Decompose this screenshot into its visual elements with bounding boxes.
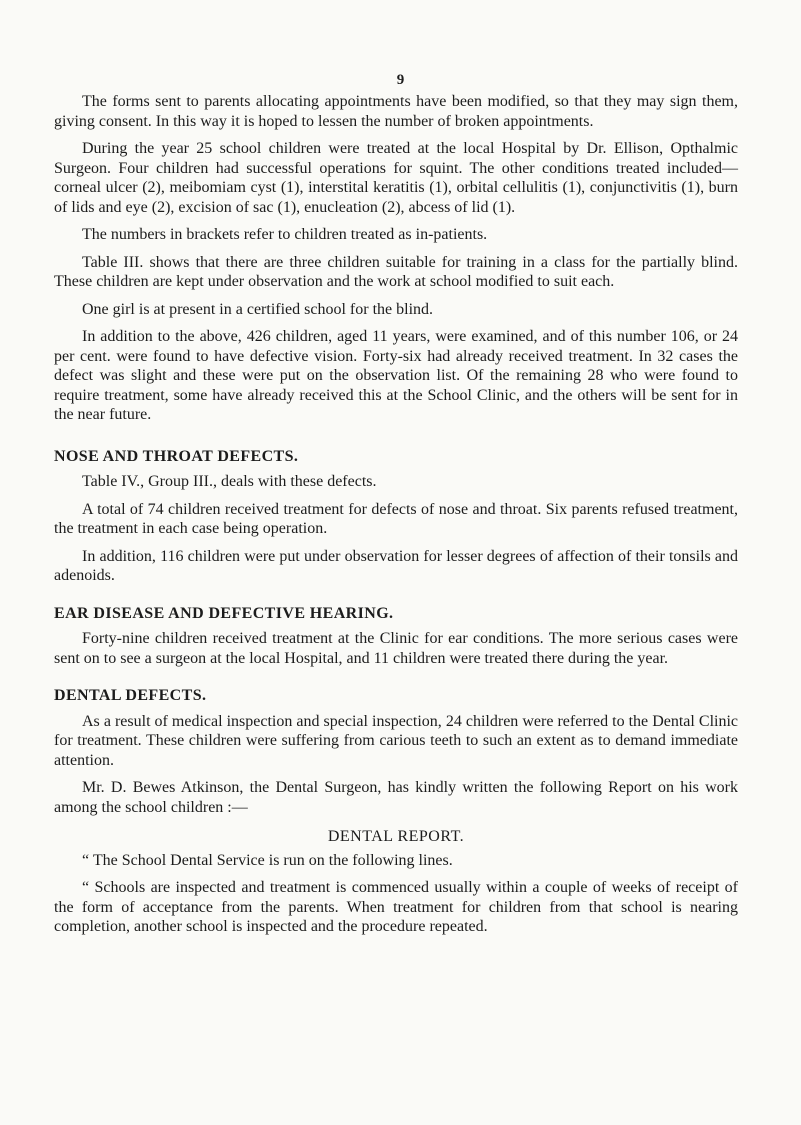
section-heading-nose-throat: NOSE AND THROAT DEFECTS. <box>54 447 299 465</box>
section-heading-ear: EAR DISEASE AND DEFECTIVE HEARING. <box>54 604 394 622</box>
section-heading-dental: DENTAL DEFECTS. <box>54 687 207 704</box>
paragraph: “ The School Dental Service is run on the following lines. <box>82 851 453 869</box>
paragraph: One girl is at present in a certified school for the blind. <box>82 300 434 318</box>
paragraph: “ Schools are inspected and treatment is commenced usually within a couple of weeks of receipt of the form of acceptance from the parents. When treatment for children from that school is nearing completion, another school is inspected and the procedure repeated. <box>54 879 738 935</box>
paragraph: A total of 74 children received treatment for defects of nose and throat. Six parents refused treatment, the treatment in each case being operation. <box>54 500 738 537</box>
paragraph: Table III. shows that there are three children suitable for training in a class for the partially blind. These children are kept under observation and the work at school modified to suit each. <box>54 253 738 290</box>
paragraph: During the year 25 school children were treated at the local Hospital by Dr. Ellison, Opthalmic Surgeon. Four children had successful operations for squint. The other conditions treated included—corneal ulcer (2), meibomiam cyst (1), interstital keratitis (1), orbital cellulitis (1), conjunctivitis (1), burn of lids and eye (2), excision of sac (1), enucleation (2), abcess of lid (1). <box>54 140 738 216</box>
page-number: 9 <box>396 72 405 88</box>
paragraph: In addition, 116 children were put under observation for lesser degrees of affection of their tonsils and adenoids. <box>54 547 738 584</box>
section-heading-dental-report: DENTAL REPORT. <box>327 828 465 845</box>
paragraph: The numbers in brackets refer to children treated as in-patients. <box>82 226 488 243</box>
paragraph: Table IV., Group III., deals with these defects. <box>82 473 377 490</box>
paragraph: Forty-nine children received treatment at the Clinic for ear conditions. The more serious cases were sent on to see a surgeon at the local Hospital, and 11 children were treated there during the year. <box>54 630 738 667</box>
paragraph: The forms sent to parents allocating appointments have been modified, so that they may sign them, giving consent. In this way it is hoped to lessen the number of broken appointments. <box>54 93 738 130</box>
paragraph: As a result of medical inspection and special inspection, 24 children were referred to the Dental Clinic for treatment. These children were suffering from carious teeth to such an extent as to demand immediate attention. <box>54 712 738 769</box>
paragraph: In addition to the above, 426 children, aged 11 years, were examined, and of this number 106, or 24 per cent. were found to have defective vision. Forty-six had already received treatment. In 32 cases the defect was slight and these were put on the observation list. Of the remaining 28 who were found to require treatment, some have already received this at the School Clinic, and the others will be sent for in the near future. <box>54 328 738 423</box>
page-body <box>54 92 738 937</box>
paragraph: Mr. D. Bewes Atkinson, the Dental Surgeon, has kindly written the following Report on his work among the school children :— <box>54 779 738 816</box>
